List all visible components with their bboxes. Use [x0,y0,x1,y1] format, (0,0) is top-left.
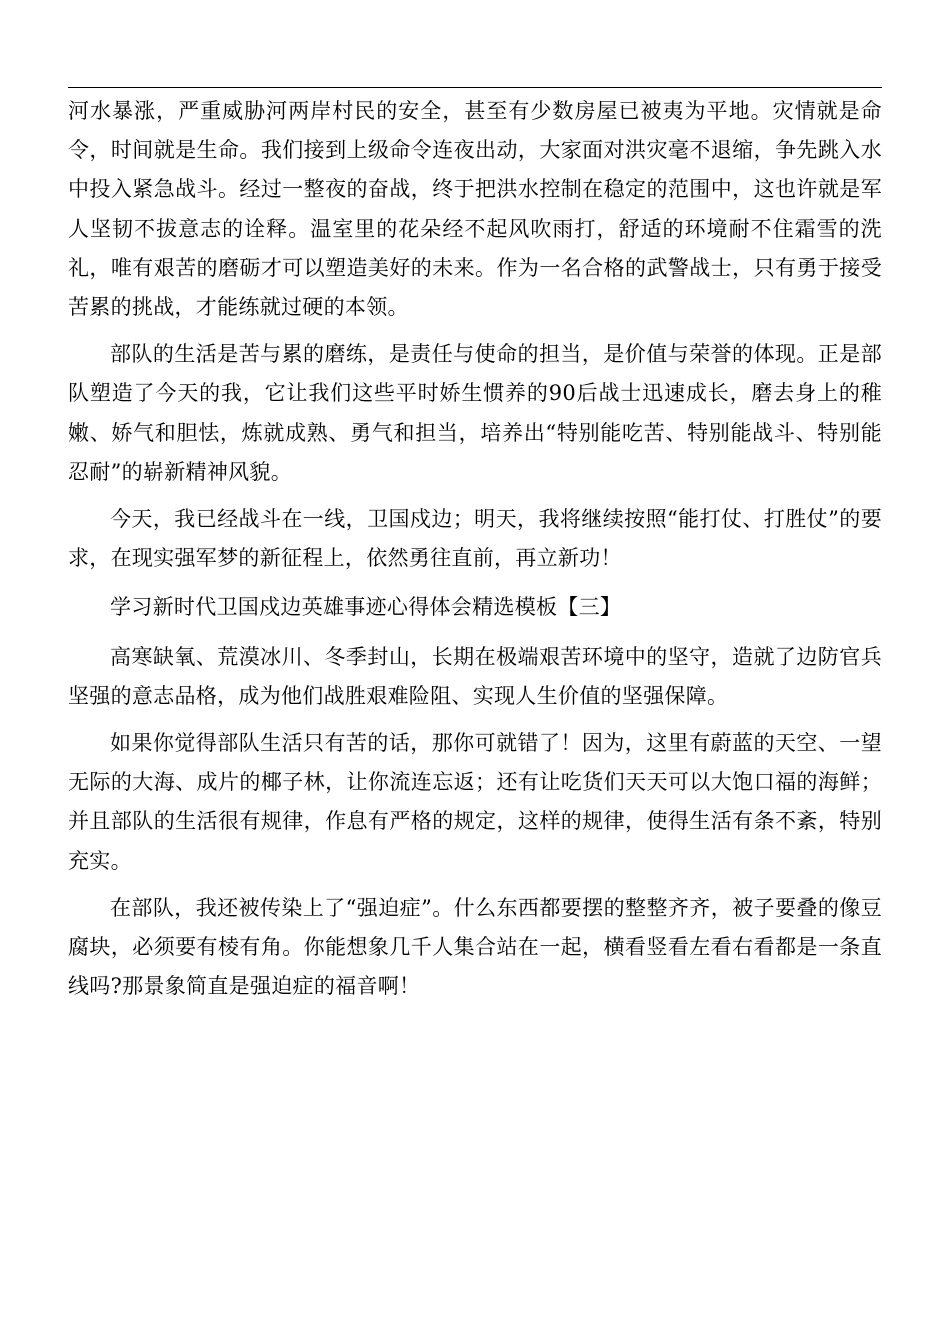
paragraph-army-life: 部队的生活是苦与累的磨练，是责任与使命的担当，是价值与荣誉的体现。正是部队塑造了今天的我，它让我们这些平时娇生惯养的90后战士迅速成长，磨去身上的稚嫩、娇气和胆怯，炼就成熟、勇气和担当，培养出“特别能吃苦、特别能战斗、特别能忍耐”的崭新精神风貌。 [68,342,882,484]
document-body [68,92,882,1006]
paragraph-flood-relief: 河水暴涨，严重威胁河两岸村民的安全，甚至有少数房屋已被夷为平地。灾情就是命令，时间就是生命。我们接到上级命令连夜出动，大家面对洪灾毫不退缩，争先跳入水中投入紧急战斗。经过一整夜的奋战，终于把洪水控制在稳定的范围中，这也许就是军人坚韧不拔意志的诠释。温室里的花朵经不起风吹雨打，舒适的环境耐不住霜雪的洗礼，唯有艰苦的磨砺才可以塑造美好的未来。作为一名合格的武警战士，只有勇于接受苦累的挑战，才能练就过硬的本领。 [68,99,882,320]
section-heading-template-three: 学习新时代卫国戍边英雄事迹心得体会精选模板【三】 [110,595,622,620]
paragraph-ocd: 在部队，我还被传染上了“强迫症”。什么东西都要摆的整整齐齐，被子要叠的像豆腐块，必须要有棱有角。你能想象几千人集合站在一起，横看竖看左看右看都是一条直线吗?那景象简直是强迫症的福音啊！ [68,895,882,999]
header-rule [68,87,882,88]
paragraph-harsh-environment: 高寒缺氧、荒漠冰川、冬季封山，长期在极端艰苦环境中的坚守，造就了边防官兵坚强的意志品格，成为他们战胜艰难险阻、实现人生价值的坚强保障。 [68,644,882,708]
paragraph-not-only-hardship: 如果你觉得部队生活只有苦的话，那你可就错了！因为，这里有蔚蓝的天空、一望无际的大海、成片的椰子林，让你流连忘返；还有让吃货们天天可以大饱口福的海鲜；并且部队的生活很有规律，作息有严格的规定，这样的规律，使得生活有条不紊，特别充实。 [68,731,882,873]
paragraph-today-tomorrow: 今天，我已经战斗在一线，卫国戍边；明天，我将继续按照“能打仗、打胜仗”的要求，在现实强军梦的新征程上，依然勇往直前，再立新功！ [68,507,882,571]
